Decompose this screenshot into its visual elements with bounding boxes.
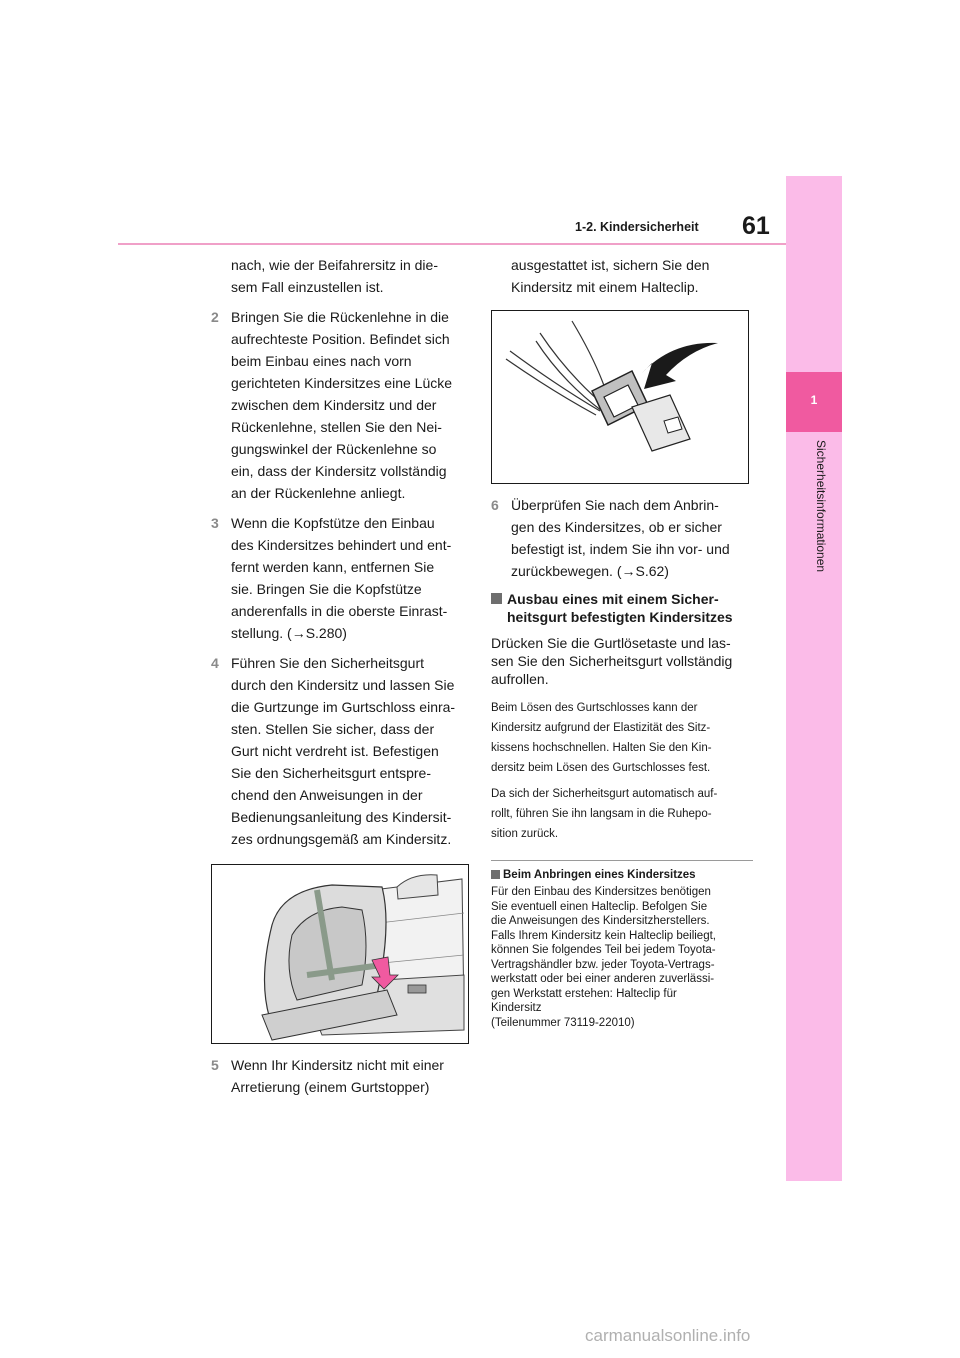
step-6: 6 Überprüfen Sie nach dem Anbrin- gen des Kindersitzes, ob er sicher befestigt ist, indem Sie ihn vor- und zurückbewegen. (→S.62)	[491, 494, 753, 582]
intro-paragraph: nach, wie der Beifahrersitz in die- sem Fall einzustellen ist.	[231, 257, 438, 295]
step-2: 2 Bringen Sie die Rückenlehne in die aufrechteste Position. Befindet sich beim Einbau eines nach vorn gerichteten Kindersitzes eine Lücke zwischen dem Kindersitz und der Rückenlehne, stellen Sie den Nei- gungswinkel der Rückenlehne so ein, dass der Kindersitz vollständig an der Rückenlehne anliegt.	[211, 306, 471, 504]
removal-body: Drücken Sie die Gurtlösetaste und las- sen Sie den Sicherheitsgurt vollständig aufrollen.	[491, 635, 733, 687]
note-body: Für den Einbau des Kindersitzes benötigen Sie eventuell einen Halteclip. Befolgen Sie die Anweisungen des Kindersitzherstellers. Falls Ihrem Kindersitz kein Halteclip beiliegt, können Sie folgendes Teil bei jedem Toyota- Vertragshändler bzw. jeder Toyota-Vertrags- werkstatt oder bei einer anderen zuverlässi- gen Werkstatt erstehen: Halteclip für Kindersitz (Teilenummer 73119-22010)	[491, 886, 716, 1029]
locking-clip-illustration	[491, 310, 749, 484]
page-number: 61	[742, 212, 770, 240]
child-seat-illustration	[211, 864, 469, 1044]
note-divider	[491, 860, 753, 861]
right-intro: ausgestattet ist, sichern Sie den Kindersitz mit einem Halteclip.	[511, 257, 710, 295]
step-3: 3 Wenn die Kopfstütze den Einbau des Kindersitzes behindert und ent- fernt werden kann, entfernen Sie sie. Bringen Sie die Kopfstütze anderenfalls in die oberste Einrast- stellung. (→S.280)	[211, 512, 471, 644]
removal-note-1: Beim Lösen des Gurtschlosses kann der Kindersitz aufgrund der Elastizität des Sitz- kissens hochschnellen. Halten Sie den Kin- dersitz beim Lösen des Gurtschlosses fest.	[491, 702, 712, 774]
section-title: 1-2. Kindersicherheit	[575, 220, 699, 234]
square-bullet-icon	[491, 593, 502, 604]
right-column	[491, 254, 753, 1030]
header-rule	[118, 243, 786, 245]
side-tab-label: Sicherheitsinformationen	[814, 440, 828, 573]
step-5: 5 Wenn Ihr Kindersitz nicht mit einer Arretierung (einem Gurtstopper)	[211, 1054, 471, 1098]
step-number: 3	[211, 515, 219, 531]
removal-note-2: Da sich der Sicherheitsgurt automatisch auf- rollt, führen Sie ihn langsam in die Ruhepo- sition zurück.	[491, 788, 718, 840]
step-4: 4 Führen Sie den Sicherheitsgurt durch den Kindersitz und lassen Sie die Gurtzunge im Gurtschloss einra- sten. Stellen Sie sicher, dass der Gurt nicht verdreht ist. Befestigen Sie den Sicherheitsgurt entspre- chend den Anweisungen in der Bedienungsanleitung des Kindersit- zes ordnungsgemäß am Kindersitz.	[211, 652, 471, 850]
step-number: 5	[211, 1057, 219, 1073]
side-tab	[786, 176, 842, 1181]
step-number: 4	[211, 655, 219, 671]
square-bullet-icon	[491, 870, 500, 879]
step-number: 6	[491, 497, 499, 513]
left-column	[211, 254, 471, 1106]
side-tab-number: 1	[810, 393, 818, 407]
step-number: 2	[211, 309, 219, 325]
note-heading: Beim Anbringen eines Kindersitzes	[491, 867, 753, 883]
watermark: carmanualsonline.info	[585, 1326, 751, 1345]
removal-heading: Ausbau eines mit einem Sicher- heitsgurt befestigten Kindersitzes	[491, 590, 753, 626]
